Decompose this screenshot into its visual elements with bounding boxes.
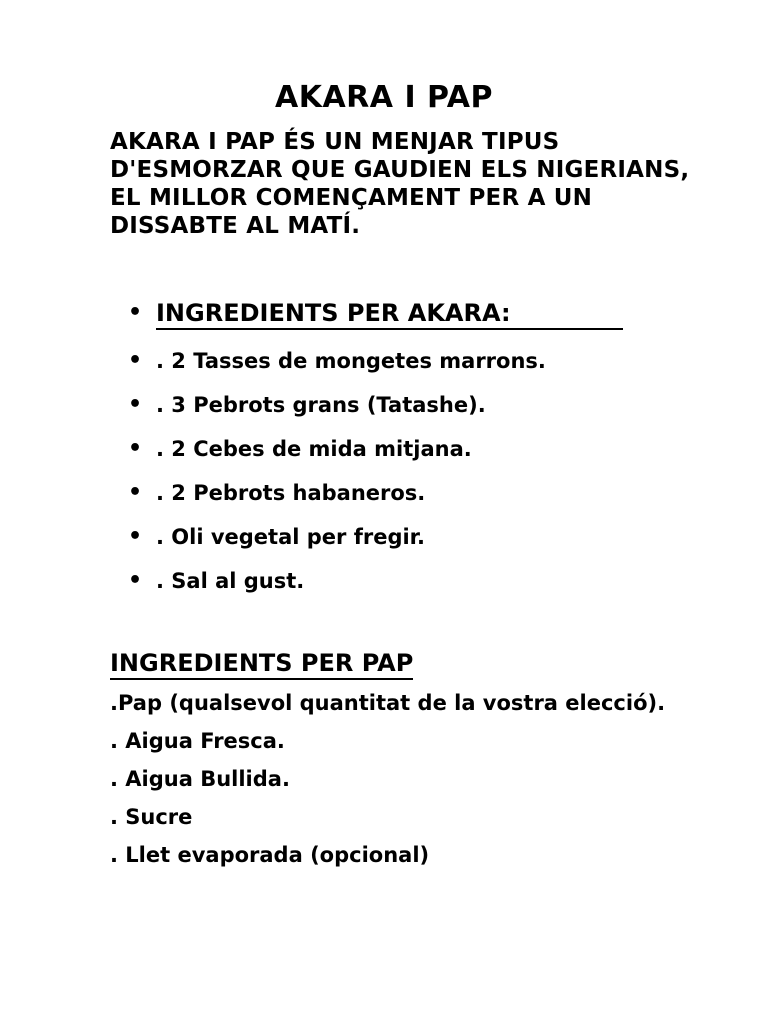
list-item [128,566,688,610]
bullet-icon: • [128,568,143,593]
ingredient-text: . 2 Cebes de mida mitjana. [156,437,472,461]
bullet-icon: • [128,300,143,325]
ingredient-text: . 3 Pebrots grans (Tatashe). [156,393,486,417]
pap-section-heading: INGREDIENTS PER PAP [110,648,413,680]
list-item [128,346,688,390]
akara-ingredients-list [128,296,688,610]
pap-ingredients-list [110,688,670,878]
bullet-icon: • [128,392,143,417]
list-item [128,390,688,434]
ingredient-text: . Oli vegetal per fregir. [156,525,426,549]
bullet-icon: • [128,348,143,373]
list-item [128,478,688,522]
list-item: .Pap (qualsevol quantitat de la vostra elecció). [110,691,666,715]
ingredient-text: . 2 Pebrots habaneros. [156,481,426,505]
list-item: . Aigua Fresca. [110,729,285,753]
akara-section-heading: INGREDIENTS PER AKARA: [156,298,623,330]
list-item [128,434,688,478]
bullet-icon: • [128,480,143,505]
list-item: . Aigua Bullida. [110,767,290,791]
akara-heading-item [128,296,688,346]
list-item: . Sucre [110,805,193,829]
list-item [128,522,688,566]
bullet-icon: • [128,524,143,549]
ingredient-text: . 2 Tasses de mongetes marrons. [156,349,546,373]
list-item: . Llet evaporada (opcional) [110,843,430,867]
page-title: AKARA I PAP [275,80,493,115]
intro-paragraph: AKARA I PAP ÉS UN MENJAR TIPUS D'ESMORZAR QUE GAUDIEN ELS NIGERIANS, EL MILLOR COMENÇAMENT PER A UN DISSABTE AL MATÍ. [110,129,690,239]
ingredient-text: . Sal al gust. [156,569,305,593]
bullet-icon: • [128,436,143,461]
